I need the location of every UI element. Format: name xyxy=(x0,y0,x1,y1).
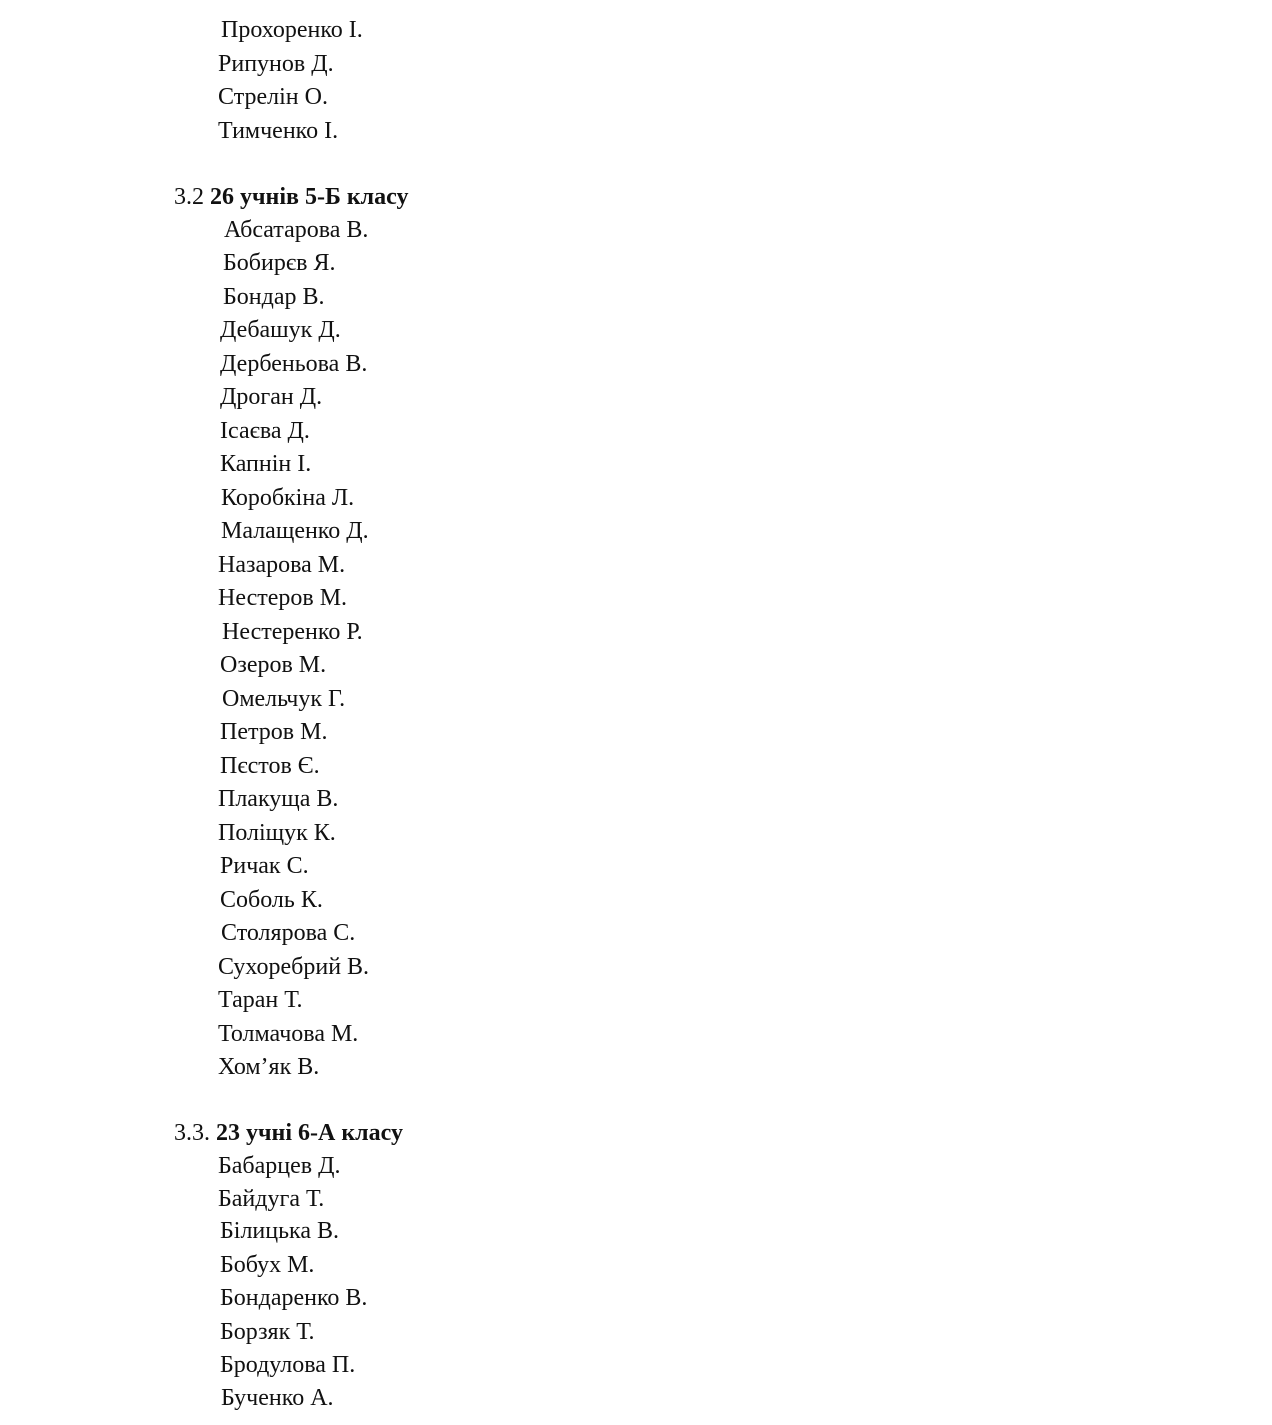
student-name: Борзяк Т. xyxy=(220,1319,315,1345)
student-name: Дроган Д. xyxy=(220,384,323,410)
student-name: Столярова С. xyxy=(221,920,356,946)
student-name: Дербеньова В. xyxy=(220,351,368,377)
student-name: Омельчук Г. xyxy=(222,686,346,712)
student-name: Ричак С. xyxy=(220,853,309,879)
student-name: Бученко А. xyxy=(221,1385,334,1411)
student-name: Сухоребрий В. xyxy=(218,954,370,980)
student-name: Капнін І. xyxy=(220,451,312,477)
student-name: Нестеренко Р. xyxy=(222,619,363,645)
student-name: Байдуга Т. xyxy=(218,1186,325,1212)
student-name: Пєстов Є. xyxy=(220,753,320,779)
student-name: Бондаренко В. xyxy=(220,1285,368,1311)
student-name: Озеров М. xyxy=(220,652,327,678)
student-name: Дебашук Д. xyxy=(220,317,341,343)
student-name: Бродулова П. xyxy=(220,1352,356,1378)
student-name: Стрелін О. xyxy=(218,84,328,110)
student-name: Ісаєва Д. xyxy=(220,418,310,444)
student-name: Бондар В. xyxy=(223,284,325,310)
student-name: Таран Т. xyxy=(218,987,303,1013)
section-number: 3.2 xyxy=(174,184,204,210)
section-title: 26 учнів 5-Б класу xyxy=(210,184,409,210)
student-name: Абсатарова В. xyxy=(224,217,369,243)
student-name: Рипунов Д. xyxy=(218,51,334,77)
section-title: 23 учні 6-А класу xyxy=(216,1120,403,1146)
student-name: Хом’як В. xyxy=(218,1054,320,1080)
student-name: Коробкіна Л. xyxy=(221,485,355,511)
student-name: Плакуща В. xyxy=(218,786,339,812)
student-name: Бобирєв Я. xyxy=(223,250,336,276)
student-name: Петров М. xyxy=(220,719,328,745)
student-name: Толмачова М. xyxy=(218,1021,359,1047)
section-heading-5b xyxy=(174,185,408,209)
student-name: Малащенко Д. xyxy=(221,518,369,544)
student-name: Соболь К. xyxy=(220,887,323,913)
student-name: Бобух М. xyxy=(220,1252,315,1278)
section-number: 3.3. xyxy=(174,1120,210,1146)
student-name: Назарова М. xyxy=(218,552,346,578)
student-name: Білицька В. xyxy=(220,1218,340,1244)
section-heading-6a xyxy=(174,1121,403,1145)
student-name: Бабарцев Д. xyxy=(218,1153,341,1179)
student-name: Тимченко І. xyxy=(218,118,339,144)
student-name: Нестеров М. xyxy=(218,585,348,611)
student-name: Прохоренко І. xyxy=(221,17,363,43)
student-name: Поліщук К. xyxy=(218,820,336,846)
